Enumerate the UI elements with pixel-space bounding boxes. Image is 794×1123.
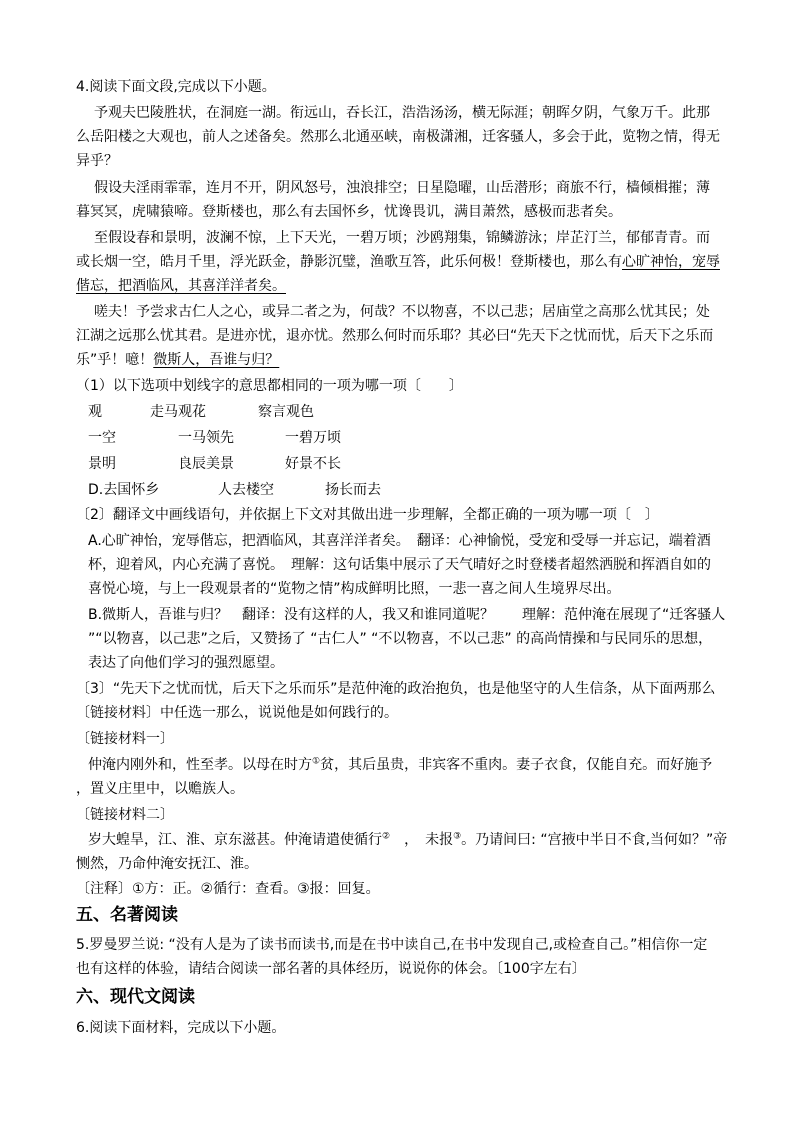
option-b-item-3: 一碧万顷 xyxy=(285,430,341,446)
underlined-sentence-1a: 心旷神怡，宠辱 xyxy=(622,254,720,270)
choice-a-line-1: A.心旷神怡，宠辱偕忘，把酒临风，其喜洋洋者矣。 翻译：心神愉悦，受宠和受辱一并忘记，端着酒 xyxy=(88,533,711,549)
link-material-1-line-1: 仲淹内刚外和，性至孝。以母在时方①贫，其后虽贵，非宾客不重肉。妻子衣食，仅能自充。而好施予 xyxy=(88,756,713,773)
passage-para-1-line-2: 么岳阳楼之大观也，前人之述备矣。然那么北通巫峡，南极潇湘，迁客骚人，多会于此，览物之情，得无 xyxy=(76,129,720,145)
option-d-item-2: 人去楼空 xyxy=(218,482,274,498)
q5-line-1: 5.罗曼罗兰说: “没有人是为了读书而读书,而是在书中读自己,在书中发现自己,或检查自己。”相信你一定 xyxy=(76,937,708,953)
link-material-2-title: 〔链接材料二〕 xyxy=(76,807,174,823)
underlined-sentence-1b: 偕忘，把酒临风，其喜洋洋者矣。 xyxy=(76,278,286,294)
choice-b-line-2: ”“以物喜，以己悲”之后，又赞扬了 “古仁人” “不以物喜，不以己悲” 的高尚情操和与民同乐的思想， xyxy=(88,631,713,647)
annotation-notes: 〔注释〕①方：正。②循行：查看。③报：回复。 xyxy=(76,881,380,897)
choice-b-line-1: B.微斯人，吾谁与归？ 翻译：没有这样的人，我又和谁同道呢？ 理解：范仲淹在展现了“迁客骚人 xyxy=(88,607,726,623)
option-c-item-1: 景明 xyxy=(88,456,116,472)
option-c-item-3: 好景不长 xyxy=(285,456,341,472)
q4-intro: 4.阅读下面文段,完成以下小题。 xyxy=(76,79,276,95)
link-material-2-line-1: 岁大蝗旱，江、淮、京东滋甚。仲淹请遣使循行② ， 未报③。乃请间曰: “宫掖中半日不食,当何如？”帝 xyxy=(88,831,728,848)
passage-para-1-line-3: 异乎？ xyxy=(76,153,118,169)
sub-question-3-stem-line-2: 〔链接材料〕中任选一那么，说说他是如何践行的。 xyxy=(76,705,398,721)
underlined-sentence-2: 微斯人，吾谁与归？ xyxy=(153,352,280,368)
passage-para-4-line-1: 嗟夫！予尝求古仁人之心，或异二者之为，何哉？不以物喜，不以己悲；居庙堂之高那么忧其民；处 xyxy=(94,304,710,320)
passage-para-2-line-2: 暮冥冥，虎啸猿啼。登斯楼也，那么有去国怀乡，忧谗畏讥，满目萧然，感极而悲者矣。 xyxy=(76,204,622,220)
option-a-item-2: 走马观花 xyxy=(150,404,206,420)
section-6-heading: 六、现代文阅读 xyxy=(76,987,195,1007)
passage-para-2-line-1: 假设夫淫雨霏霏，连月不开，阴风怒号，浊浪排空；日星隐曜，山岳潜形；商旅不行，樯倾楫摧；薄 xyxy=(94,180,710,196)
passage-para-3-line-3 xyxy=(76,276,286,296)
section-5-heading: 五、名著阅读 xyxy=(76,905,178,925)
option-d-item-3: 扬长而去 xyxy=(325,482,381,498)
sub-question-1-stem: （1）以下选项中划线字的意思都相同的一项为哪一项〔 〕 xyxy=(76,378,463,394)
passage-para-4-line-3: 乐”乎！噫！微斯人，吾谁与归？ xyxy=(76,352,280,368)
choice-b-line-3: 表达了向他们学习的强烈愿望。 xyxy=(88,655,284,671)
option-b-item-2: 一马领先 xyxy=(178,430,234,446)
option-b-item-1: 一空 xyxy=(88,430,116,446)
link-material-2-line-2: 恻然，乃命仲淹安抚江、淮。 xyxy=(76,856,258,872)
q6-intro: 6.阅读下面材料，完成以下小题。 xyxy=(76,1020,286,1036)
link-material-1-title: 〔链接材料一〕 xyxy=(76,731,174,747)
sub-question-2-stem: 〔2〕翻译文中画线语句，并依据上下文对其做出进一步理解，全都正确的一项为哪一项〔 〕 xyxy=(76,507,659,523)
option-d-item-1: D.去国怀乡 xyxy=(88,482,160,498)
option-a-item-1: 观 xyxy=(88,404,102,420)
choice-a-line-2: 杯，迎着风，内心充满了喜悦。 理解：这句话集中展示了天气晴好之时登楼者超然洒脱和挥酒自如的 xyxy=(88,557,711,573)
passage-para-1-line-1: 予观夫巴陵胜状，在洞庭一湖。衔远山，吞长江，浩浩汤汤，横无际涯；朝晖夕阴，气象万千。此那 xyxy=(94,105,710,121)
link-material-1-line-2: ，置义庄里中，以赡族人。 xyxy=(76,781,244,797)
option-c-item-2: 良辰美景 xyxy=(178,456,234,472)
q5-line-2: 也有这样的体验，请结合阅读一部名著的具体经历，说说你的体会。〔100字左右〕 xyxy=(76,961,586,977)
passage-para-3-line-2: 或长烟一空，皓月千里，浮光跃金，静影沉璧，渔歌互答，此乐何极！登斯楼也，那么有心旷神怡，宠辱 xyxy=(76,254,720,270)
passage-para-4-line-2: 江湖之远那么忧其君。是进亦忧，退亦忧。然那么何时而乐耶？其必曰“先天下之忧而忧，后天下之乐而 xyxy=(76,328,714,344)
choice-a-line-3: 喜悦心境，与上一段观景者的“览物之情”构成鲜明比照，一悲一喜之间人生境界尽出。 xyxy=(88,581,621,597)
option-a-item-3: 察言观色 xyxy=(258,404,314,420)
passage-para-3-line-1: 至假设春和景明，波澜不惊，上下天光，一碧万顷；沙鸥翔集，锦鳞游泳；岸芷汀兰，郁郁青青。而 xyxy=(94,230,710,246)
sub-question-3-stem-line-1: 〔3〕“先天下之忧而忧，后天下之乐而乐”是范仲淹的政治抱负，也是他坚守的人生信条，从下面两那么 xyxy=(76,681,716,697)
